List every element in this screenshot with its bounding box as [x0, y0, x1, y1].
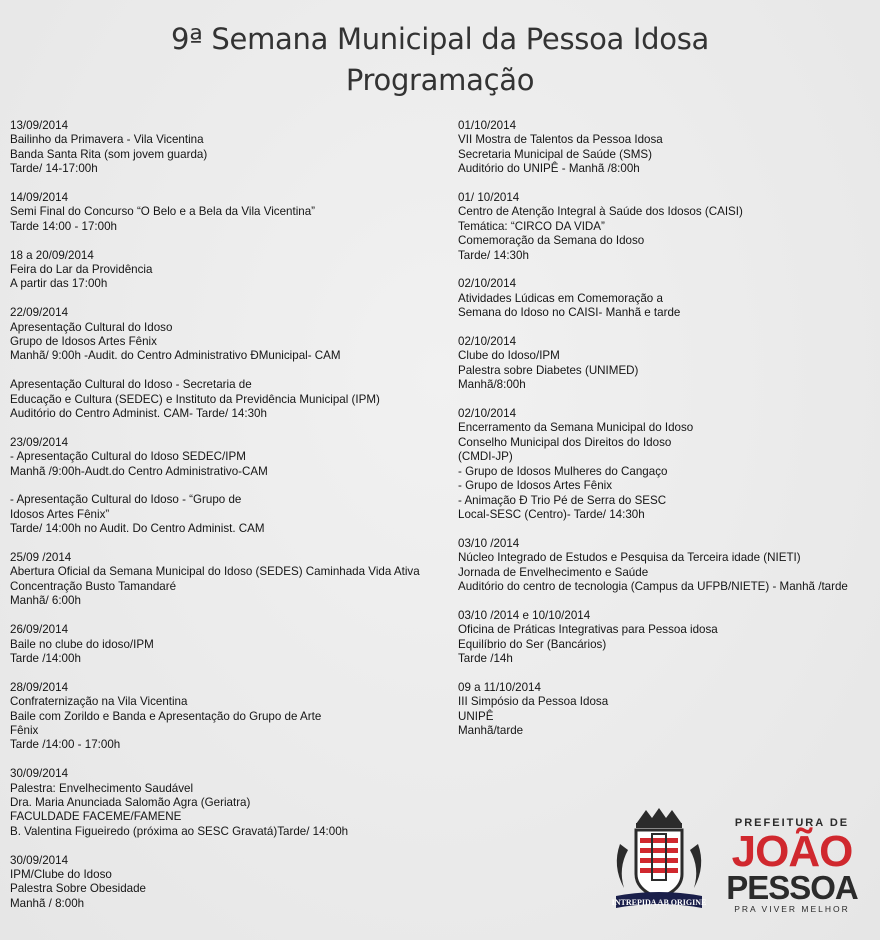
schedule-entry: [10, 767, 450, 839]
schedule-entry: [10, 119, 450, 177]
schedule-entry: [10, 378, 450, 421]
schedule-entry-line: Núcleo Integrado de Estudos e Pesquisa da Terceira idade (NIETI): [458, 551, 801, 565]
schedule-entry-line: Manhã/ 9:00h -Audit. do Centro Administrativo ÐMunicipal- CAM: [10, 349, 341, 363]
schedule-entry-heading: 13/09/2014: [10, 119, 69, 132]
schedule-entry-heading: 18 a 20/09/2014: [10, 248, 94, 262]
schedule-entry-line: Baile com Zorildo e Banda e Apresentação do Grupo de Arte: [10, 709, 322, 723]
schedule-entry-line: IPM/Clube do Idoso: [10, 867, 112, 881]
schedule-entry-line: Temática: “CIRCO DA VIDA”: [458, 219, 605, 233]
schedule-entry-line: Concentração Busto Tamandaré: [10, 579, 177, 593]
schedule-entry-line: (CMDI-JP): [458, 450, 513, 464]
schedule-entry-line: Apresentação Cultural do Idoso: [10, 320, 173, 334]
schedule-entry-line: Equilíbrio do Ser (Bancários): [458, 637, 607, 651]
schedule-entry-line: FACULDADE FACEME/FAMENE: [10, 810, 182, 824]
schedule-entry-heading: 30/09/2014: [10, 853, 69, 867]
schedule-entry: [458, 191, 878, 263]
schedule-entry-line: Baile no clube do idoso/IPM: [10, 637, 154, 651]
schedule-entry-heading: 03/10 /2014: [458, 536, 520, 550]
city-crest-icon: [612, 808, 707, 908]
schedule-entry-line: Oficina de Práticas Integrativas para Pessoa idosa: [458, 623, 718, 637]
schedule-entry: [458, 537, 878, 595]
schedule-entry: [458, 609, 878, 667]
schedule-entry-line: - Grupo de Idosos Artes Fênix: [458, 479, 613, 493]
schedule-entry-line: - Animação Ð Trio Pé de Serra do SESC: [458, 493, 667, 507]
schedule-entry-line: Tarde /14:00 - 17:00h: [10, 738, 121, 752]
schedule-entry-line: - Apresentação Cultural do Idoso SEDEC/IPM: [10, 450, 246, 464]
schedule-entry-line: Grupo de Idosos Artes Fênix: [10, 335, 157, 349]
schedule-entry-line: Conselho Municipal dos Direitos do Idoso: [458, 435, 672, 449]
page-title: 9ª Semana Municipal da Pessoa Idosa: [171, 22, 709, 56]
schedule-entry: [10, 854, 450, 912]
brand-name-pessoa: PESSOA: [726, 869, 858, 906]
schedule-entry-line: Manhã/ 6:00h: [10, 594, 81, 608]
schedule-entry-line: Palestra sobre Diabetes (UNIMED): [458, 363, 639, 377]
brand-top-text: PREFEITURA DE: [734, 817, 850, 829]
schedule-entry-line: Auditório do Centro Administ. CAM- Tarde/ 14:30h: [10, 407, 267, 421]
schedule-entry-line: Local-SESC (Centro)- Tarde/ 14:30h: [458, 507, 645, 521]
schedule-entry: [10, 681, 450, 753]
schedule-entry: [458, 407, 878, 522]
schedule-entry-line: A partir das 17:00h: [10, 277, 108, 291]
schedule-entry-line: Confraternização na Vila Vicentina: [10, 695, 188, 709]
schedule-entry-line: Tarde 14:00 - 17:00h: [10, 219, 117, 233]
schedule-entry-line: Tarde /14:00h: [10, 651, 81, 665]
schedule-entry-line: Dra. Maria Anunciada Salomão Agra (Geriatra): [10, 795, 251, 809]
schedule-entry-line: Manhã / 8:00h: [10, 896, 85, 910]
schedule-entry: [10, 249, 450, 292]
schedule-entry-line: Tarde/ 14-17:00h: [10, 162, 98, 176]
schedule-entry: [10, 191, 450, 234]
schedule-entry: [10, 493, 450, 536]
schedule-entry: [458, 681, 878, 739]
schedule-entry: [458, 277, 878, 320]
schedule-entry-line: - Grupo de Idosos Mulheres do Cangaço: [458, 464, 668, 478]
schedule-entry-line: Clube do Idoso/IPM: [458, 349, 560, 363]
schedule-entry-heading: 01/ 10/2014: [458, 191, 520, 205]
schedule-entry-line: III Simpósio da Pessoa Idosa: [458, 695, 609, 709]
schedule-entry-heading: 26/09/2014: [10, 623, 69, 637]
schedule-entry-line: Auditório do centro de tecnologia (Campus da UFPB/NIETE) - Manhã /tarde: [458, 579, 848, 593]
schedule-entry-line: Comemoração da Semana do Idoso: [458, 234, 645, 248]
schedule-entry: [10, 306, 450, 364]
schedule-entry-line: Secretaria Municipal de Saúde (SMS): [458, 147, 652, 161]
schedule-entry: [10, 623, 450, 666]
page-subtitle: Programação: [345, 63, 535, 97]
schedule-entry-line: Semana do Idoso no CAISI- Manhã e tarde: [458, 306, 681, 320]
brand-name-joao: JOÃO: [731, 827, 853, 876]
schedule-entry: [458, 335, 878, 393]
schedule-entry-heading: 02/10/2014: [458, 277, 517, 291]
schedule-entry-heading: Apresentação Cultural do Idoso - Secretaria de: [10, 378, 252, 392]
schedule-entry-line: Manhã /9:00h-Audt.do Centro Administrativo-CAM: [10, 464, 268, 478]
schedule-entry-line: Encerramento da Semana Municipal do Idoso: [458, 421, 694, 435]
crest-motto: INTREPIDA AB ORIGINE: [611, 898, 707, 907]
schedule-right-column: [458, 119, 878, 753]
schedule-entry-line: Jornada de Envelhecimento e Saúde: [458, 565, 649, 579]
schedule-entry-heading: 02/10/2014: [458, 335, 517, 349]
schedule-entry-line: Tarde /14h: [458, 651, 513, 665]
schedule-entry-line: Feira do Lar da Providência: [10, 263, 153, 277]
schedule-entry-line: UNIPÊ: [458, 709, 494, 723]
schedule-entry-line: Palestra: Envelhecimento Saudável: [10, 781, 194, 795]
schedule-entry-line: Tarde/ 14:00h no Audit. Do Centro Administ. CAM: [10, 522, 265, 536]
schedule-entry-heading: 30/09/2014: [10, 767, 69, 781]
schedule-entry-line: Fênix: [10, 723, 39, 737]
schedule-entry: [10, 436, 450, 479]
schedule-entry-line: Palestra Sobre Obesidade: [10, 882, 146, 896]
schedule-entry-heading: 03/10 /2014 e 10/10/2014: [458, 608, 591, 622]
schedule-entry-heading: - Apresentação Cultural do Idoso - “Grupo de: [10, 493, 242, 507]
schedule-entry-line: Abertura Oficial da Semana Municipal do Idoso (SEDES) Caminhada Vida Ativa: [10, 565, 420, 579]
schedule-entry-line: Auditório do UNIPÊ - Manhã /8:00h: [458, 162, 640, 176]
schedule-entry-line: Manhã/tarde: [458, 723, 524, 737]
schedule-entry-heading: 01/10/2014: [458, 119, 517, 132]
schedule-entry-line: Manhã/8:00h: [458, 378, 526, 392]
schedule-entry-heading: 02/10/2014: [458, 407, 517, 421]
prefeitura-logo: [606, 804, 872, 916]
schedule-entry-line: Idosos Artes Fênix”: [10, 507, 110, 521]
schedule-entry-line: Tarde/ 14:30h: [458, 248, 529, 262]
schedule-entry-heading: 22/09/2014: [10, 306, 69, 320]
schedule-left-column: [10, 119, 450, 926]
schedule-entry-heading: 25/09 /2014: [10, 551, 72, 565]
schedule-entry: [458, 119, 878, 177]
brand-tagline: PRA VIVER MELHOR: [734, 904, 850, 914]
schedule-entry-line: B. Valentina Figueiredo (próxima ao SESC Gravatá)Tarde/ 14:00h: [10, 824, 349, 838]
schedule-entry-heading: 23/09/2014: [10, 435, 69, 449]
schedule-entry-heading: 09 a 11/10/2014: [458, 680, 541, 694]
schedule-entry-line: VII Mostra de Talentos da Pessoa Idosa: [458, 133, 663, 147]
schedule-entry-line: Semi Final do Concurso “O Belo e a Bela da Vila Vicentina”: [10, 205, 316, 219]
schedule-entry: [10, 551, 450, 609]
schedule-entry-line: Banda Santa Rita (som jovem guarda): [10, 147, 208, 161]
schedule-entry-line: Educação e Cultura (SEDEC) e Instituto da Previdência Municipal (IPM): [10, 392, 380, 406]
schedule-entry-line: Centro de Atenção Integral à Saúde dos Idosos (CAISI): [458, 205, 743, 219]
schedule-entry-line: Atividades Lúdicas em Comemoração a: [458, 291, 663, 305]
schedule-entry-heading: 14/09/2014: [10, 191, 69, 205]
schedule-entry-heading: 28/09/2014: [10, 680, 69, 694]
schedule-entry-line: Bailinho da Primavera - Vila Vicentina: [10, 133, 204, 147]
